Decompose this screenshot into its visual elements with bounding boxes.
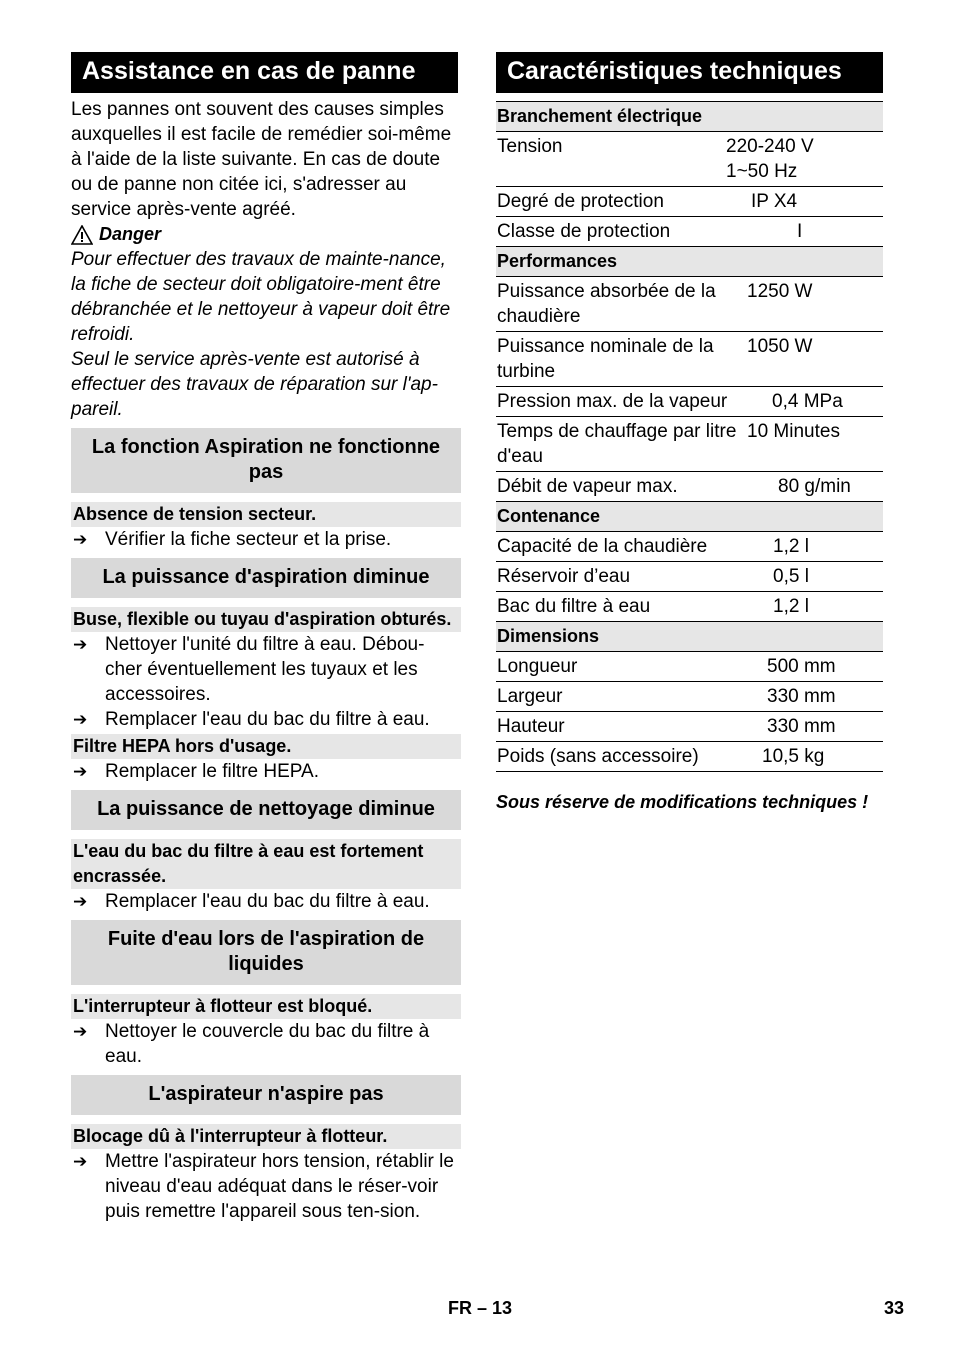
spec-value: 80 g/min <box>778 476 851 497</box>
spec-label: Puissance nominale de la turbine <box>497 336 714 382</box>
cause-clogged: Buse, flexible ou tuyau d'aspiration obturés. <box>71 607 461 632</box>
list-item-text: Nettoyer le couvercle du bac du filtre à eau. <box>105 1021 430 1067</box>
arrow-right-icon: ➔ <box>73 635 88 654</box>
troubleshooting-title: Assistance en cas de panne <box>71 52 458 93</box>
section-no-suction: L'aspirateur n'aspire pas <box>71 1075 461 1115</box>
page-number: 33 <box>884 1298 905 1318</box>
spec-value: 1,2 l <box>773 536 809 557</box>
cause-dirty-water: L'eau du bac du filtre à eau est fortement encrassée. <box>71 839 461 889</box>
spec-value: I <box>797 221 803 242</box>
table-row <box>496 532 883 562</box>
specs-category: Performances <box>496 247 883 277</box>
table-row <box>496 187 883 217</box>
danger-text-2: Seul le service après-vente est autorisé à effectuer des travaux de réparation sur l'ap-pareil. <box>71 349 438 420</box>
table-row <box>496 132 883 187</box>
table-row <box>496 742 883 772</box>
list-item-text: Remplacer l'eau du bac du filtre à eau. <box>105 709 430 730</box>
table-row <box>496 682 883 712</box>
spec-label: Bac du filtre à eau <box>497 596 651 617</box>
arrow-right-icon: ➔ <box>73 710 88 729</box>
table-row <box>496 562 883 592</box>
danger-text-1: Pour effectuer des travaux de mainte-nance, la fiche de secteur doit obligatoire-ment être débranchée et le nettoyeur à vapeur doit être refroidi. <box>71 249 451 345</box>
specs-title: Caractéristiques techniques <box>496 52 883 93</box>
specs-category: Contenance <box>496 502 883 532</box>
specs-category: Branchement électrique <box>496 102 883 132</box>
spec-label: Poids (sans accessoire) <box>497 746 699 767</box>
cause-float-lock: Blocage dû à l'interrupteur à flotteur. <box>71 1124 461 1149</box>
cause-hepa: Filtre HEPA hors d'usage. <box>71 734 461 759</box>
list-item-text: Vérifier la fiche secteur et la prise. <box>105 529 392 550</box>
spec-label: Tension <box>497 136 563 157</box>
spec-value: 220-240 V 1~50 Hz <box>726 136 814 182</box>
table-row <box>496 332 883 387</box>
spec-value: IP X4 <box>751 191 798 212</box>
table-row <box>496 472 883 502</box>
spec-label: Hauteur <box>497 716 565 737</box>
arrow-right-icon: ➔ <box>73 762 88 781</box>
danger-label-text: Danger <box>99 224 162 244</box>
spec-value: 1250 W <box>747 281 813 302</box>
spec-label: Réservoir d’eau <box>497 566 631 587</box>
specs-table <box>496 101 883 772</box>
footer-section: FR – 13 <box>448 1298 513 1318</box>
spec-label: Classe de protection <box>497 221 671 242</box>
spec-label: Temps de chauffage par litre d'eau <box>497 421 737 467</box>
cause-float-blocked: L'interrupteur à flotteur est bloqué. <box>71 994 461 1019</box>
section-water-leak: Fuite d'eau lors de l'aspiration de liquides <box>71 920 461 985</box>
section-aspiration-off: La fonction Aspiration ne fonctionne pas <box>71 428 461 493</box>
table-row <box>496 712 883 742</box>
list-item <box>71 1149 461 1224</box>
spec-label: Largeur <box>497 686 563 707</box>
intro-paragraph: Les pannes ont souvent des causes simples auxquelles il est facile de remédier soi-même à l'aide de la liste suivante. En cas de doute ou de panne non citée ici, s'adresser au service après-vente agréé. <box>71 99 452 220</box>
list-item-text: Remplacer l'eau du bac du filtre à eau. <box>105 891 430 912</box>
list-item <box>71 1019 461 1069</box>
list-item-text: Remplacer le filtre HEPA. <box>105 761 319 782</box>
table-row <box>496 277 883 332</box>
section-cleaning-decreases: La puissance de nettoyage diminue <box>71 790 461 830</box>
spec-value: 330 mm <box>767 716 836 737</box>
cause-no-voltage: Absence de tension secteur. <box>71 502 461 527</box>
troubleshooting-column <box>71 52 461 1224</box>
spec-label: Débit de vapeur max. <box>497 476 678 497</box>
spec-label: Puissance absorbée de la chaudière <box>497 281 716 327</box>
arrow-right-icon: ➔ <box>73 530 88 549</box>
list-item-text: Nettoyer l'unité du filtre à eau. Débou-cher éventuellement les tuyaux et les accessoires. <box>105 634 425 705</box>
spec-value: 500 mm <box>767 656 836 677</box>
spec-value: 1050 W <box>747 336 813 357</box>
spec-label: Capacité de la chaudière <box>497 536 708 557</box>
table-row <box>496 387 883 417</box>
modifications-note: Sous réserve de modifications techniques ! <box>496 792 869 812</box>
list-item <box>71 759 461 784</box>
list-item <box>71 707 461 732</box>
spec-value: 10,5 kg <box>762 746 825 767</box>
list-item <box>71 527 461 552</box>
warning-triangle-icon <box>71 225 93 245</box>
spec-label: Longueur <box>497 656 578 677</box>
spec-value: 330 mm <box>767 686 836 707</box>
danger-label <box>71 222 461 247</box>
table-row <box>496 417 883 472</box>
list-item <box>71 632 461 707</box>
spec-label: Pression max. de la vapeur <box>497 391 728 412</box>
section-suction-decreases: La puissance d'aspiration diminue <box>71 558 461 598</box>
arrow-right-icon: ➔ <box>73 1022 88 1041</box>
table-row <box>496 592 883 622</box>
specs-column <box>496 52 883 815</box>
arrow-right-icon: ➔ <box>73 892 88 911</box>
spec-value: 1,2 l <box>773 596 809 617</box>
spec-value: 0,5 l <box>773 566 809 587</box>
list-item <box>71 889 461 914</box>
specs-category: Dimensions <box>496 622 883 652</box>
spec-value: 10 Minutes <box>747 421 840 442</box>
list-item-text: Mettre l'aspirateur hors tension, rétablir le niveau d'eau adéquat dans le réser-voir puis remettre l'appareil sous ten-sion. <box>105 1151 454 1222</box>
arrow-right-icon: ➔ <box>73 1152 88 1171</box>
spec-value: 0,4 MPa <box>772 391 843 412</box>
table-row <box>496 652 883 682</box>
table-row <box>496 217 883 247</box>
spec-label: Degré de protection <box>497 191 664 212</box>
